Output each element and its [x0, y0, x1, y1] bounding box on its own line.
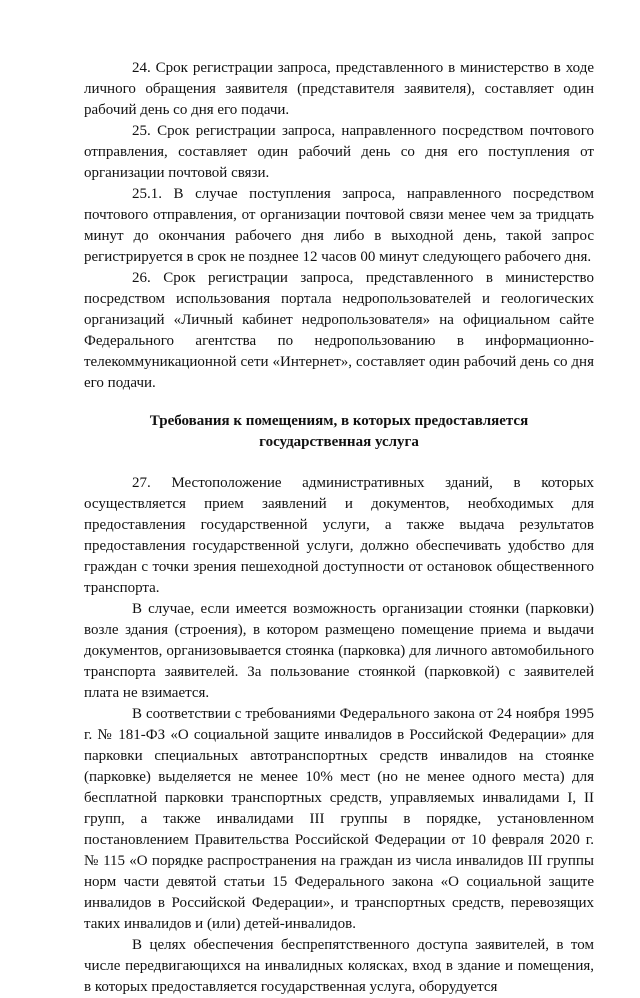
paragraph-disabled-parking: В соответствии с требованиями Федерального закона от 24 ноября 1995 г. № 181-ФЗ «О социальной защите инвалидов в Российской Федерации» для парковки специальных автотранспортных средств инвалидов на стоянке (парковке) выделяется не менее 10% мест (но не менее одного места) для бесплатной парковки транспортных средств, управляемых инвалидами I, II групп, а также инвалидами III группы в порядке, установленном постановлением Правительства Российской Федерации от 10 февраля 2020 г. № 115 «О порядке распространения на граждан из числа инвалидов III группы норм части девятой статьи 15 Федерального закона «О социальной защите инвалидов в Российской Федерации», и транспортных средств, перевозящих таких инвалидов и (или) детей-инвалидов.: [84, 706, 594, 932]
paragraph-24: 24. Срок регистрации запроса, представленного в министерство в ходе личного обращения заявителя (представителя заявителя), составляет один рабочий день со дня его подачи.: [84, 60, 594, 118]
document-page: [84, 58, 594, 998]
paragraph-parking: В случае, если имеется возможность организации стоянки (парковки) возле здания (строения), в котором размещено помещение приема и выдачи документов, организовывается стоянка (парковка) для личного автомобильного транспорта заявителей. За пользование стоянкой (парковкой) с заявителей плата не взимается.: [84, 601, 594, 701]
section-heading: Требования к помещениям, в которых предоставляется государственная услуга: [149, 413, 529, 450]
paragraph-25-1: 25.1. В случае поступления запроса, направленного посредством почтового отправления, от организации почтовой связи менее чем за тридцать минут до окончания рабочего дня либо в выходной день, такой запрос регистрируется в срок не позднее 12 часов 00 минут следующего рабочего дня.: [84, 186, 594, 265]
paragraph-26: 26. Срок регистрации запроса, представленного в министерство посредством использования портала недропользователей и геологических организаций «Личный кабинет недропользователя» на официальном сайте Федерального агентства по недропользованию в информационно-телекоммуникационной сети «Интернет», составляет один рабочий день со дня его подачи.: [84, 270, 594, 391]
paragraph-accessibility: В целях обеспечения беспрепятственного доступа заявителей, в том числе передвигающихся на инвалидных колясках, вход в здание и помещения, в которых предоставляется государственная услуга, оборудуется: [84, 937, 594, 995]
paragraph-27: 27. Местоположение административных зданий, в которых осуществляется прием заявлений и документов, необходимых для предоставления государственной услуги, а также выдача результатов предоставления государственной услуги, должно обеспечивать удобство для граждан с точки зрения пешеходной доступности от остановок общественного транспорта.: [84, 475, 594, 596]
paragraph-25: 25. Срок регистрации запроса, направленного посредством почтового отправления, составляет один рабочий день со дня его поступления от организации почтовой связи.: [84, 123, 594, 181]
